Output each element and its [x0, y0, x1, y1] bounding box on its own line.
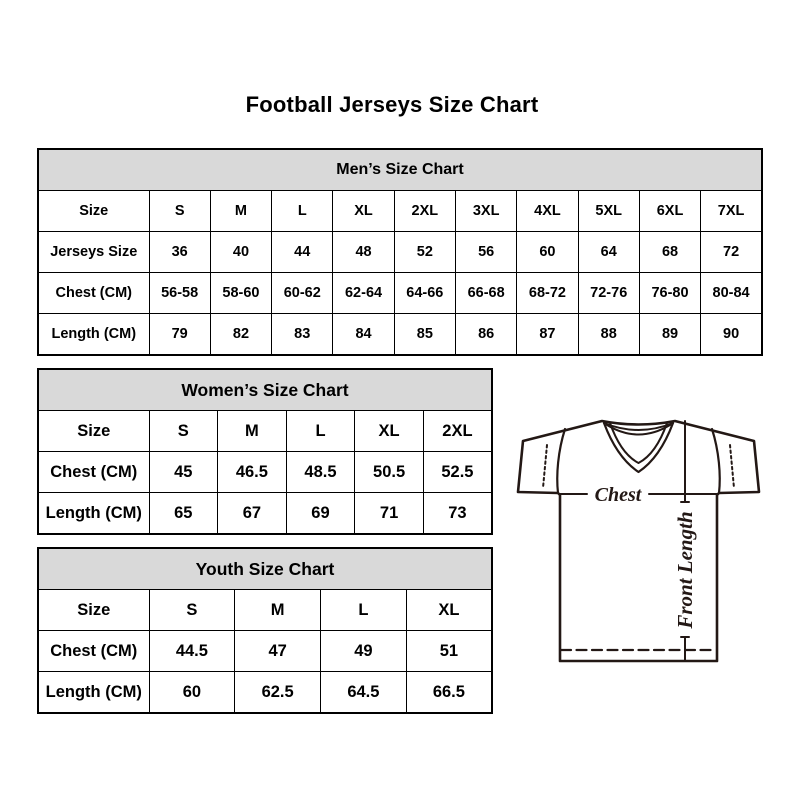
value-cell: S [149, 590, 235, 631]
value-cell: 72 [701, 232, 762, 273]
value-cell: 66-68 [455, 273, 516, 314]
value-cell: 76-80 [639, 273, 700, 314]
value-cell: 51 [406, 631, 492, 672]
value-cell: L [272, 191, 333, 232]
row-label-cell: Length (CM) [38, 314, 149, 356]
value-cell: 68 [639, 232, 700, 273]
table-row [38, 273, 762, 314]
table-header-row [38, 369, 492, 411]
womens-size-table [37, 368, 493, 535]
value-cell: 62.5 [235, 672, 321, 714]
table-header-row [38, 548, 492, 590]
row-label-cell: Size [38, 590, 149, 631]
value-cell: 6XL [639, 191, 700, 232]
table-row [38, 631, 492, 672]
row-label-cell: Length (CM) [38, 672, 149, 714]
value-cell: 87 [517, 314, 578, 356]
table-row [38, 314, 762, 356]
value-cell: 71 [355, 493, 424, 535]
jersey-measurement-diagram [505, 413, 775, 665]
value-cell: 85 [394, 314, 455, 356]
front-length-label: Front Length [673, 511, 697, 629]
table-row [38, 493, 492, 535]
value-cell: 40 [210, 232, 271, 273]
value-cell: 2XL [423, 411, 492, 452]
table-title: Women’s Size Chart [38, 369, 492, 411]
value-cell: L [286, 411, 355, 452]
table-row [38, 232, 762, 273]
value-cell: 48.5 [286, 452, 355, 493]
value-cell: 56 [455, 232, 516, 273]
value-cell: M [235, 590, 321, 631]
value-cell: 66.5 [406, 672, 492, 714]
row-label-cell: Size [38, 191, 149, 232]
value-cell: 47 [235, 631, 321, 672]
mens-size-table [37, 148, 763, 356]
value-cell: 44 [272, 232, 333, 273]
value-cell: 2XL [394, 191, 455, 232]
table-row [38, 452, 492, 493]
chest-label: Chest [594, 484, 642, 506]
value-cell: 69 [286, 493, 355, 535]
value-cell: 44.5 [149, 631, 235, 672]
jersey-body-outline [518, 421, 759, 661]
value-cell: 46.5 [218, 452, 287, 493]
value-cell: 52 [394, 232, 455, 273]
value-cell: 50.5 [355, 452, 424, 493]
value-cell: 52.5 [423, 452, 492, 493]
value-cell: 45 [149, 452, 218, 493]
value-cell: 72-76 [578, 273, 639, 314]
value-cell: S [149, 191, 210, 232]
value-cell: 68-72 [517, 273, 578, 314]
table-title: Youth Size Chart [38, 548, 492, 590]
value-cell: 82 [210, 314, 271, 356]
value-cell: 64.5 [321, 672, 407, 714]
value-cell: 5XL [578, 191, 639, 232]
value-cell: 89 [639, 314, 700, 356]
value-cell: 80-84 [701, 273, 762, 314]
row-label-cell: Jerseys Size [38, 232, 149, 273]
row-label-cell: Chest (CM) [38, 452, 149, 493]
table-row [38, 672, 492, 714]
value-cell: XL [406, 590, 492, 631]
value-cell: 60 [149, 672, 235, 714]
table-row [38, 191, 762, 232]
value-cell: 60 [517, 232, 578, 273]
value-cell: 36 [149, 232, 210, 273]
jersey-diagram-svg [505, 413, 775, 665]
table-row [38, 590, 492, 631]
value-cell: 86 [455, 314, 516, 356]
value-cell: XL [333, 191, 394, 232]
value-cell: 64-66 [394, 273, 455, 314]
row-label-cell: Size [38, 411, 149, 452]
youth-size-table [37, 547, 493, 714]
table-header-row [38, 149, 762, 191]
value-cell: 62-64 [333, 273, 394, 314]
value-cell: M [218, 411, 287, 452]
row-label-cell: Chest (CM) [38, 273, 149, 314]
value-cell: 56-58 [149, 273, 210, 314]
value-cell: M [210, 191, 271, 232]
value-cell: 67 [218, 493, 287, 535]
value-cell: 83 [272, 314, 333, 356]
value-cell: XL [355, 411, 424, 452]
table-row [38, 411, 492, 452]
value-cell: S [149, 411, 218, 452]
value-cell: 58-60 [210, 273, 271, 314]
value-cell: 79 [149, 314, 210, 356]
value-cell: 73 [423, 493, 492, 535]
row-label-cell: Length (CM) [38, 493, 149, 535]
table-title: Men’s Size Chart [38, 149, 762, 191]
row-label-cell: Chest (CM) [38, 631, 149, 672]
value-cell: 88 [578, 314, 639, 356]
value-cell: 7XL [701, 191, 762, 232]
value-cell: 64 [578, 232, 639, 273]
value-cell: L [321, 590, 407, 631]
value-cell: 49 [321, 631, 407, 672]
value-cell: 4XL [517, 191, 578, 232]
value-cell: 60-62 [272, 273, 333, 314]
value-cell: 3XL [455, 191, 516, 232]
page-title: Football Jerseys Size Chart [245, 92, 539, 117]
value-cell: 84 [333, 314, 394, 356]
value-cell: 90 [701, 314, 762, 356]
value-cell: 65 [149, 493, 218, 535]
value-cell: 48 [333, 232, 394, 273]
